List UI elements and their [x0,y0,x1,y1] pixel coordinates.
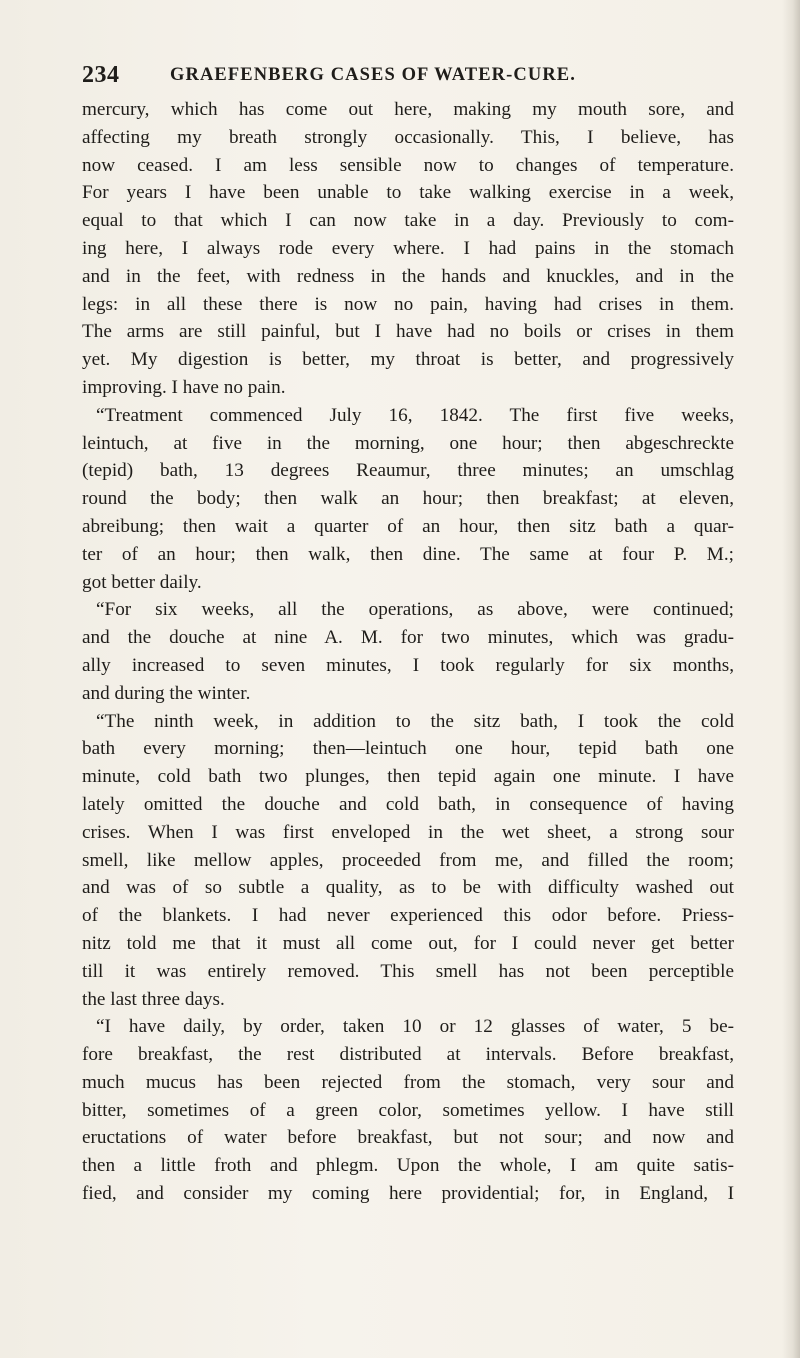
text-line: (tepid) bath, 13 degrees Reaumur, three minutes; an umschlag [82,460,734,482]
text-line: affecting my breath strongly occasionally. This, I believe, has [82,126,734,148]
text-line: now ceased. I am less sensible now to changes of temperature. [82,154,734,176]
text-line: ing here, I always rode every where. I had pains in the stomach [82,237,734,259]
text-line: legs: in all these there is now no pain, having had crises in them. [82,293,734,315]
text-line: “I have daily, by order, taken 10 or 12 glasses of water, 5 be- [96,1016,734,1038]
text-line: and was of so subtle a quality, as to be with difficulty washed out [82,877,734,899]
text-line: crises. When I was first enveloped in the wet sheet, a strong sour [82,821,734,843]
text-line: nitz told me that it must all come out, for I could never get better [82,932,734,954]
text-line: the last three days. [82,988,225,1010]
text-line: fore breakfast, the rest distributed at intervals. Before breakfast, [82,1044,734,1066]
text-line: eructations of water before breakfast, but not sour; and now and [82,1127,734,1149]
running-head: GRAEFENBERG CASES OF WATER-CURE. [170,65,576,85]
text-line: round the body; then walk an hour; then breakfast; at eleven, [82,488,734,510]
text-line: of the blankets. I had never experienced this odor before. Priess- [82,905,734,927]
text-line: leintuch, at five in the morning, one hour; then abgeschreckte [82,432,734,454]
text-line: mercury, which has come out here, making my mouth sore, and [82,99,734,120]
text-line: and during the winter. [82,682,251,704]
text-line: minute, cold bath two plunges, then tepid again one minute. I have [82,766,734,788]
text-line: For years I have been unable to take walking exercise in a week, [82,182,734,204]
text-line: yet. My digestion is better, my throat is better, and progressively [82,349,734,371]
text-line: lately omitted the douche and cold bath, in consequence of having [82,793,734,815]
text-line: bitter, sometimes of a green color, sometimes yellow. I have still [82,1099,734,1121]
text-line: ally increased to seven minutes, I took regularly for six months, [82,654,734,676]
text-line: got better daily. [82,571,202,593]
page-number: 234 [82,62,120,88]
text-line: and in the feet, with redness in the hands and knuckles, and in the [82,265,734,287]
text-line: improving. I have no pain. [82,376,286,398]
text-line: smell, like mellow apples, proceeded from me, and filled the room; [82,849,734,871]
text-line: The arms are still painful, but I have had no boils or crises in them [82,321,734,343]
text-line: and the douche at nine A. M. for two minutes, which was gradu- [82,627,734,649]
text-line: “For six weeks, all the operations, as above, were continued; [96,599,734,621]
text-line: then a little froth and phlegm. Upon the whole, I am quite satis- [82,1155,734,1177]
text-line: till it was entirely removed. This smell has not been perceptible [82,960,734,982]
text-line: bath every morning; then—leintuch one hour, tepid bath one [82,738,734,760]
text-line: “The ninth week, in addition to the sitz bath, I took the cold [96,710,734,732]
text-line: equal to that which I can now take in a day. Previously to com- [82,210,734,232]
text-line: ter of an hour; then walk, then dine. The same at four P. M.; [82,543,734,565]
text-line: fied, and consider my coming here providential; for, in England, I [82,1183,734,1205]
page-edge-shadow [782,0,800,1358]
text-line: abreibung; then wait a quarter of an hour, then sitz bath a quar- [82,515,734,537]
text-line: much mucus has been rejected from the stomach, very sour and [82,1071,734,1093]
page-header [82,62,742,92]
body-text [82,96,734,1208]
text-line: “Treatment commenced July 16, 1842. The first five weeks, [96,404,734,426]
